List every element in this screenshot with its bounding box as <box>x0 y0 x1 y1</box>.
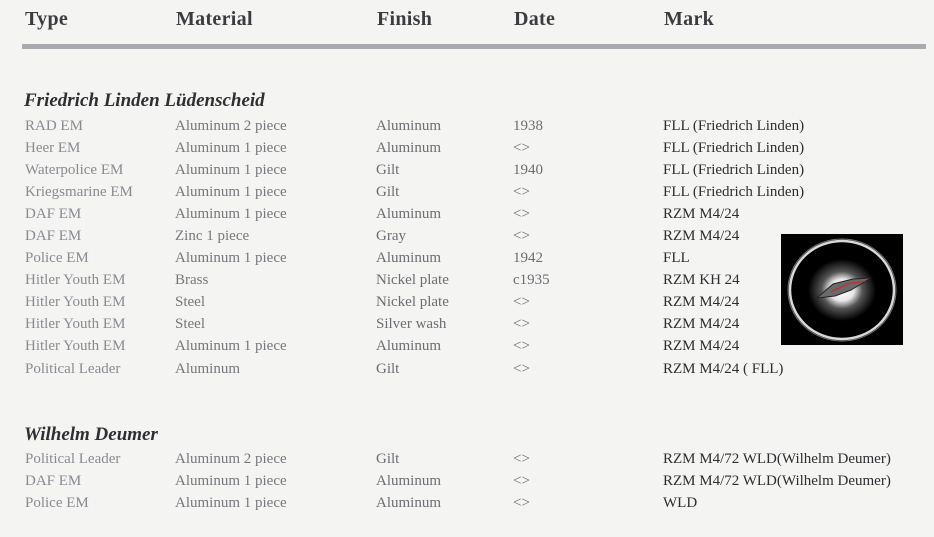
cell-material: Aluminum <box>175 361 241 377</box>
cell-type: Hitler Youth EM <box>25 294 126 310</box>
table-header <box>0 8 934 36</box>
cell-type: Waterpolice EM <box>25 162 124 178</box>
cell-type: Police EM <box>25 495 89 511</box>
cell-finish: Aluminum <box>376 206 442 222</box>
glowing-ring-emblem-icon <box>781 234 903 345</box>
cell-type: DAF EM <box>25 228 82 244</box>
cell-mark: FLL (Friedrich Linden) <box>663 184 805 200</box>
badge-image <box>781 234 903 345</box>
cell-material: Aluminum 1 piece <box>175 162 287 178</box>
cell-mark: RZM M4/24 <box>663 206 740 222</box>
cell-mark: FLL (Friedrich Linden) <box>663 118 805 134</box>
table-row <box>0 118 934 140</box>
cell-type: Heer EM <box>25 140 81 156</box>
cell-material: Aluminum 1 piece <box>175 250 287 266</box>
header-material: Material <box>176 8 253 30</box>
cell-finish: Aluminum <box>376 338 442 354</box>
cell-material: Aluminum 1 piece <box>175 338 287 354</box>
table-row <box>0 451 934 473</box>
cell-mark: RZM M4/24 <box>663 228 740 244</box>
cell-material: Aluminum 1 piece <box>175 184 287 200</box>
table-row <box>0 206 934 228</box>
cell-material: Aluminum 1 piece <box>175 473 287 489</box>
cell-mark: RZM M4/24 <box>663 338 740 354</box>
header-divider <box>22 44 926 49</box>
table-row <box>0 184 934 206</box>
cell-date: <> <box>513 228 530 244</box>
table-row <box>0 473 934 495</box>
cell-date: <> <box>513 473 530 489</box>
cell-mark: RZM M4/24 <box>663 294 740 310</box>
cell-mark: RZM M4/72 WLD(Wilhelm Deumer) <box>663 451 891 467</box>
cell-mark: RZM KH 24 <box>663 272 740 288</box>
table-row <box>0 140 934 162</box>
cell-date: c1935 <box>513 272 550 288</box>
cell-finish: Silver wash <box>376 316 447 332</box>
cell-finish: Gilt <box>376 162 400 178</box>
cell-date: <> <box>513 361 530 377</box>
cell-date: <> <box>513 451 530 467</box>
cell-material: Aluminum 1 piece <box>175 206 287 222</box>
cell-date: <> <box>513 316 530 332</box>
cell-material: Aluminum 1 piece <box>175 495 287 511</box>
cell-mark: RZM M4/72 WLD(Wilhelm Deumer) <box>663 473 891 489</box>
cell-material: Steel <box>175 294 205 310</box>
cell-mark: WLD <box>663 495 698 511</box>
section-title-linden: Friedrich Linden Lüdenscheid <box>24 90 265 111</box>
cell-date: <> <box>513 294 530 310</box>
cell-mark: RZM M4/24 ( FLL) <box>663 361 784 377</box>
header-type: Type <box>25 8 69 30</box>
cell-mark: RZM M4/24 <box>663 316 740 332</box>
cell-material: Brass <box>175 272 209 288</box>
cell-finish: Nickel plate <box>376 272 449 288</box>
cell-material: Steel <box>175 316 205 332</box>
cell-type: RAD EM <box>25 118 83 134</box>
cell-type: Kriegsmarine EM <box>25 184 133 200</box>
cell-date: <> <box>513 338 530 354</box>
cell-finish: Aluminum <box>376 140 442 156</box>
cell-finish: Gilt <box>376 184 400 200</box>
cell-mark: FLL (Friedrich Linden) <box>663 162 805 178</box>
cell-date: 1942 <box>513 250 543 266</box>
cell-finish: Gilt <box>376 361 400 377</box>
cell-type: Police EM <box>25 250 89 266</box>
section-title-deumer: Wilhelm Deumer <box>24 424 158 445</box>
cell-type: Hitler Youth EM <box>25 338 126 354</box>
cell-date: 1938 <box>513 118 543 134</box>
table-row <box>0 162 934 184</box>
cell-date: <> <box>513 206 530 222</box>
cell-type: DAF EM <box>25 473 82 489</box>
table-row <box>0 495 934 517</box>
cell-type: Hitler Youth EM <box>25 316 126 332</box>
cell-date: 1940 <box>513 162 543 178</box>
header-mark: Mark <box>664 8 715 30</box>
cell-type: Political Leader <box>25 361 121 377</box>
cell-material: Aluminum 2 piece <box>175 118 287 134</box>
cell-date: <> <box>513 184 530 200</box>
cell-type: Hitler Youth EM <box>25 272 126 288</box>
cell-mark: FLL (Friedrich Linden) <box>663 140 805 156</box>
cell-date: <> <box>513 495 530 511</box>
cell-material: Zinc 1 piece <box>175 228 250 244</box>
cell-material: Aluminum 1 piece <box>175 140 287 156</box>
cell-date: <> <box>513 140 530 156</box>
cell-finish: Aluminum <box>376 250 442 266</box>
cell-finish: Gray <box>376 228 406 244</box>
cell-material: Aluminum 2 piece <box>175 451 287 467</box>
header-date: Date <box>514 8 556 30</box>
cell-mark: FLL <box>663 250 690 266</box>
cell-type: Political Leader <box>25 451 121 467</box>
header-finish: Finish <box>377 8 433 30</box>
cell-finish: Nickel plate <box>376 294 449 310</box>
table-row <box>0 361 934 383</box>
cell-finish: Aluminum <box>376 473 442 489</box>
cell-finish: Aluminum <box>376 495 442 511</box>
cell-finish: Gilt <box>376 451 400 467</box>
cell-type: DAF EM <box>25 206 82 222</box>
cell-finish: Aluminum <box>376 118 442 134</box>
